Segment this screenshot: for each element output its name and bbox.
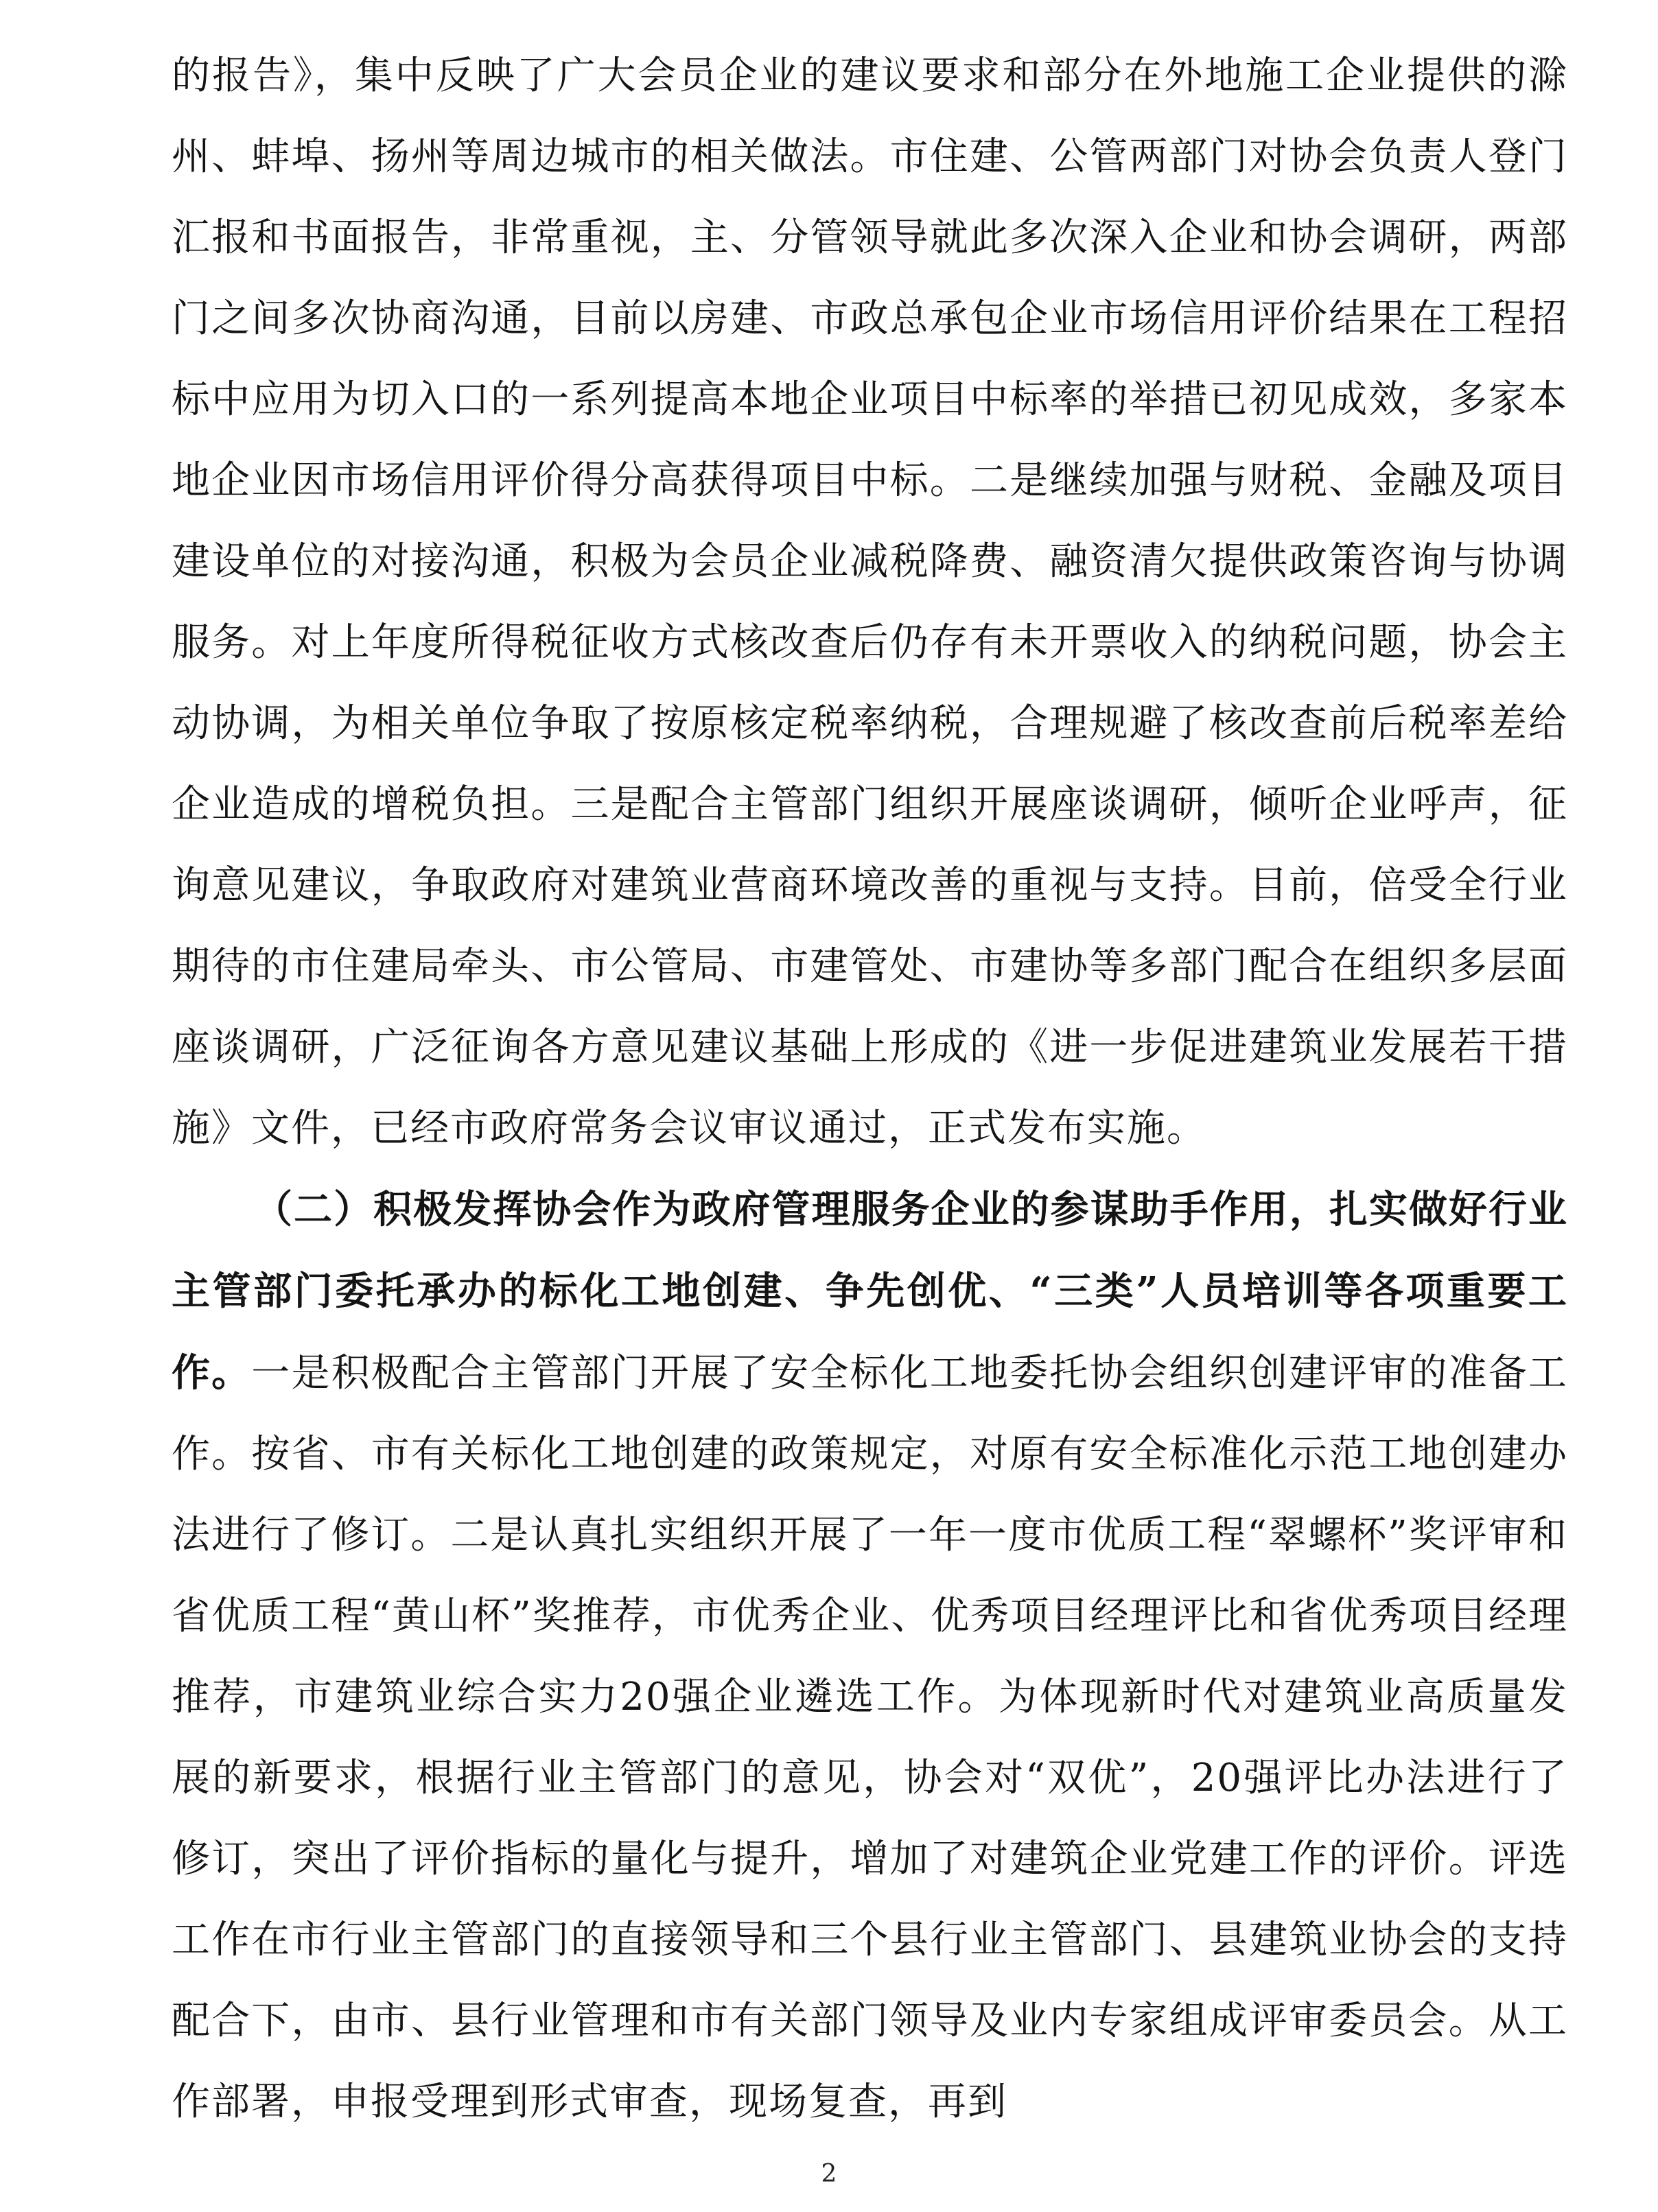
- section-heading: （二）积极发挥协会作为政府管理服务企业的参谋助手作用，扎实做好行业主管部门委托承办的标化工地创建、争先创优、“三类”人员培训等各项重要工作。: [172, 1187, 1568, 1396]
- paragraph-section-two: [172, 1169, 1568, 2143]
- body-text: [172, 36, 1568, 2143]
- page-number: 2: [821, 2160, 837, 2188]
- paragraph-continued: 的报告》，集中反映了广大会员企业的建议要求和部分在外地施工企业提供的滁州、蚌埠、扬州等周边城市的相关做法。市住建、公管两部门对协会负责人登门汇报和书面报告，非常重视，主、分管领导就此多次深入企业和协会调研，两部门之间多次协商沟通，目前以房建、市政总承包企业市场信用评价结果在工程招标中应用为切入口的一系列提高本地企业项目中标率的举措已初见成效，多家本地企业因市场信用评价得分高获得项目中标。二是继续加强与财税、金融及项目建设单位的对接沟通，积极为会员企业减税降费、融资清欠提供政策咨询与协调服务。对上年度所得税征收方式核改查后仍存有未开票收入的纳税问题，协会主动协调，为相关单位争取了按原核定税率纳税，合理规避了核改查前后税率差给企业造成的增税负担。三是配合主管部门组织开展座谈调研，倾听企业呼声，征询意见建议，争取政府对建筑业营商环境改善的重视与支持。目前，倍受全行业期待的市住建局牵头、市公管局、市建管处、市建协等多部门配合在组织多层面座谈调研，广泛征询各方意见建议基础上形成的《进一步促进建筑业发展若干措施》文件，已经市政府常务会议审议通过，正式发布实施。: [172, 54, 1568, 1151]
- section-body: 一是积极配合主管部门开展了安全标化工地委托协会组织创建评审的准备工作。按省、市有关标化工地创建的政策规定，对原有安全标准化示范工地创建办法进行了修订。二是认真扎实组织开展了一年一度市优质工程“翠螺杯”奖评审和省优质工程“黄山杯”奖推荐，市优秀企业、优秀项目经理评比和省优秀项目经理推荐，市建筑业综合实力20强企业遴选工作。为体现新时代对建筑业高质量发展的新要求，根据行业主管部门的意见，协会对“双优”，20强评比办法进行了修订，突出了评价指标的量化与提升，增加了对建筑企业党建工作的评价。评选工作在市行业主管部门的直接领导和三个县行业主管部门、县建筑业协会的支持配合下，由市、县行业管理和市有关部门领导及业内专家组成评审委员会。从工作部署，申报受理到形式审查，现场复查，再到: [172, 1351, 1569, 2124]
